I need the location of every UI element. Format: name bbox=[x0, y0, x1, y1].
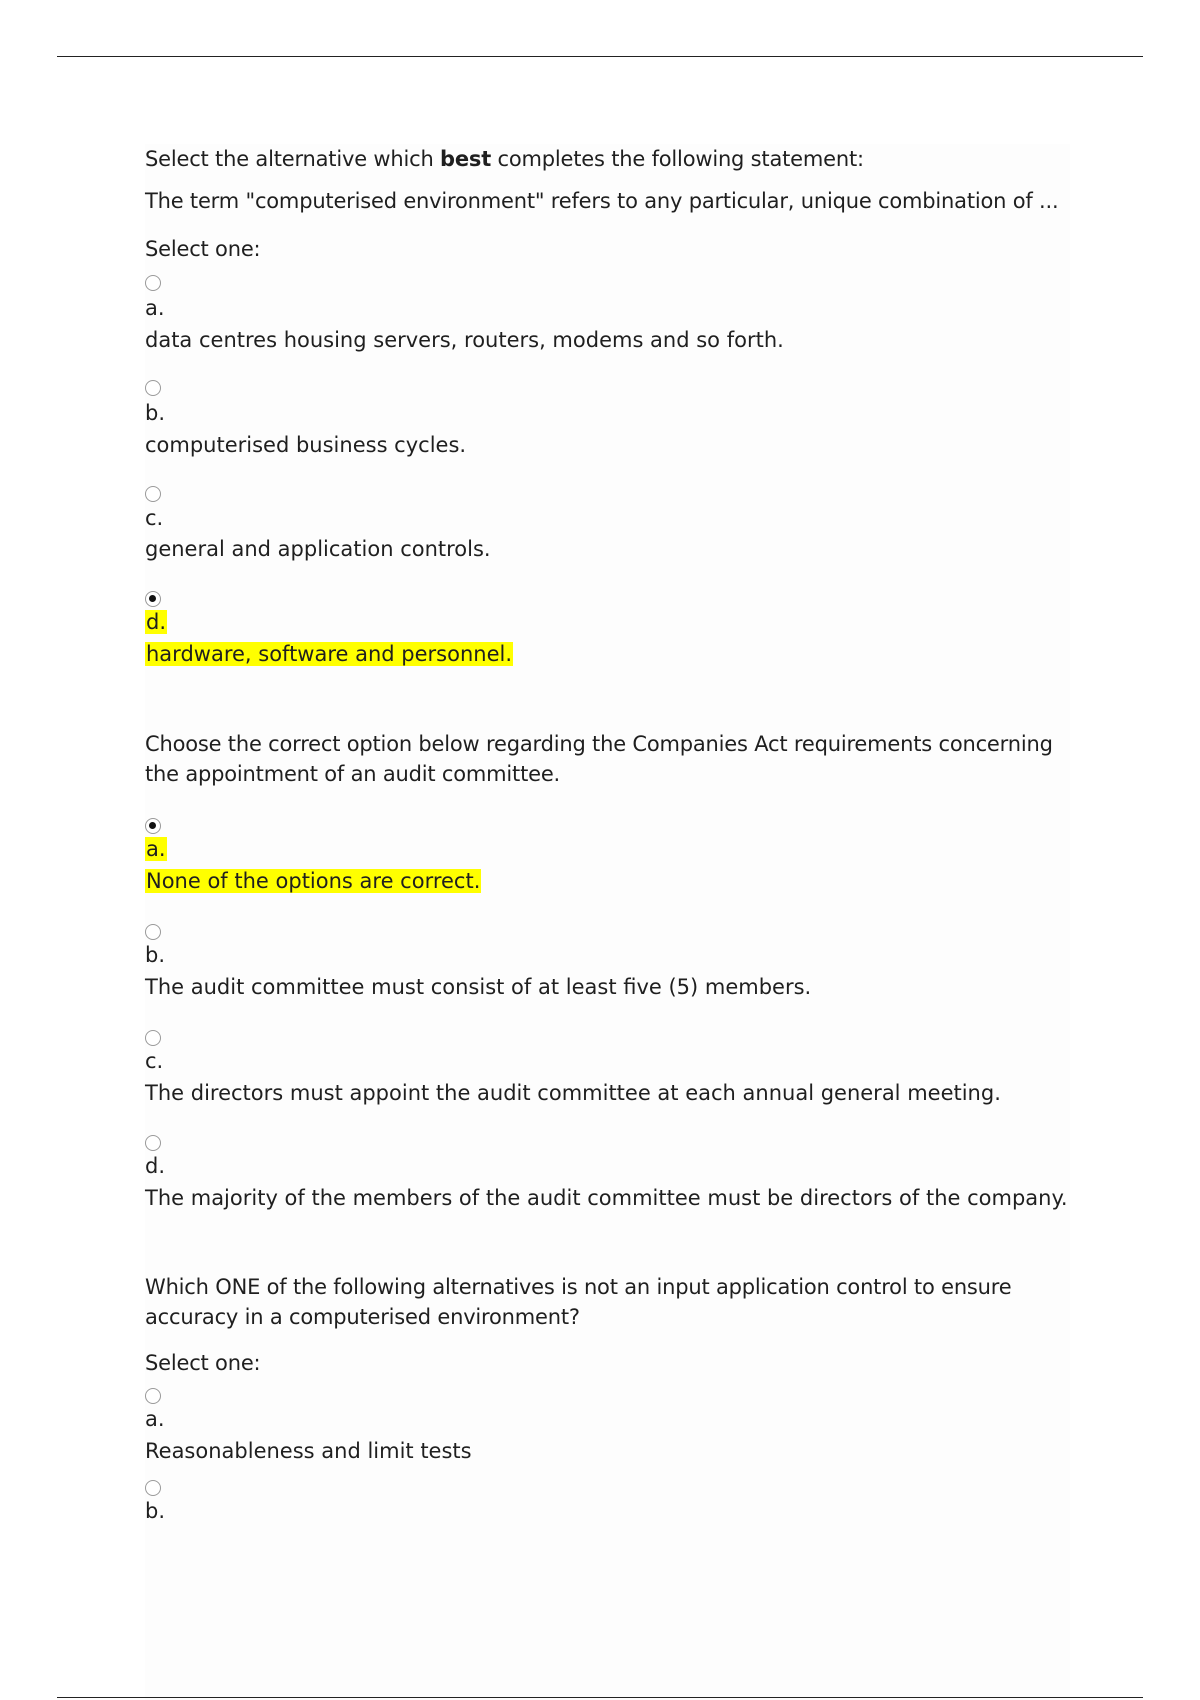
question-2-option-d[interactable] bbox=[145, 1135, 1068, 1210]
question-2-option-b[interactable] bbox=[145, 924, 812, 999]
question-1-option-c[interactable] bbox=[145, 486, 491, 561]
quiz-content bbox=[145, 144, 1070, 1700]
question-2-option-a[interactable] bbox=[145, 818, 481, 893]
bottom-rule bbox=[57, 1697, 1143, 1698]
option-text: The majority of the members of the audit committee must be directors of the company. bbox=[145, 1186, 1068, 1210]
radio-button[interactable] bbox=[145, 486, 161, 502]
radio-button[interactable] bbox=[145, 275, 161, 291]
radio-button[interactable] bbox=[145, 1135, 161, 1151]
option-letter: d. bbox=[146, 610, 167, 634]
radio-button[interactable] bbox=[145, 924, 161, 940]
question-1-intro: Select the alternative which best completes the following statement: bbox=[145, 147, 864, 171]
question-3-prompt: Select one: bbox=[145, 1351, 261, 1375]
question-3-option-a[interactable] bbox=[145, 1388, 472, 1463]
option-text: The directors must appoint the audit committee at each annual general meeting. bbox=[145, 1081, 1001, 1105]
question-2-statement-line-1: Choose the correct option below regarding the Companies Act requirements concerning bbox=[145, 732, 1053, 756]
option-letter: a. bbox=[145, 1407, 165, 1431]
question-1-option-b[interactable] bbox=[145, 380, 467, 457]
question-1-option-a[interactable] bbox=[145, 275, 784, 352]
question-3-option-b[interactable] bbox=[145, 1480, 166, 1523]
question-1-prompt: Select one: bbox=[145, 237, 261, 261]
option-letter: b. bbox=[145, 401, 166, 425]
question-2-statement-line-2: the appointment of an audit committee. bbox=[145, 762, 561, 786]
question-2-option-c[interactable] bbox=[145, 1030, 1001, 1105]
option-text: None of the options are correct. bbox=[146, 869, 481, 893]
option-text: The audit committee must consist of at least five (5) members. bbox=[145, 975, 812, 999]
option-letter: b. bbox=[145, 1499, 166, 1523]
question-3-statement-line-2: accuracy in a computerised environment? bbox=[145, 1305, 580, 1329]
option-text: hardware, software and personnel. bbox=[146, 642, 513, 666]
option-letter: c. bbox=[145, 1049, 164, 1073]
option-text: general and application controls. bbox=[145, 537, 491, 561]
question-3-statement-line-1: Which ONE of the following alternatives is not an input application control to ensure bbox=[145, 1275, 1012, 1299]
option-letter: c. bbox=[145, 506, 164, 530]
option-text: Reasonableness and limit tests bbox=[145, 1439, 472, 1463]
option-text: computerised business cycles. bbox=[145, 433, 467, 457]
radio-button-selected[interactable] bbox=[145, 591, 161, 607]
radio-button[interactable] bbox=[145, 1030, 161, 1046]
radio-button[interactable] bbox=[145, 1388, 161, 1404]
option-letter: a. bbox=[145, 296, 165, 320]
radio-button-selected[interactable] bbox=[145, 818, 161, 834]
option-text: data centres housing servers, routers, modems and so forth. bbox=[145, 328, 784, 352]
question-1-statement: The term "computerised environment" refers to any particular, unique combination of ... bbox=[145, 189, 1059, 213]
option-letter: d. bbox=[145, 1154, 166, 1178]
question-1-option-d[interactable] bbox=[145, 591, 513, 666]
radio-button[interactable] bbox=[145, 1480, 161, 1496]
top-rule bbox=[57, 56, 1143, 57]
option-letter: b. bbox=[145, 943, 166, 967]
option-letter: a. bbox=[146, 837, 166, 861]
radio-button[interactable] bbox=[145, 380, 161, 396]
